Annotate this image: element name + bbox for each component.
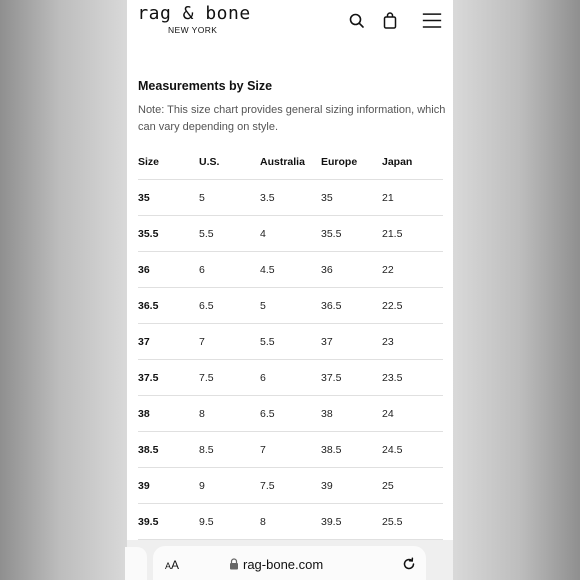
table-cell: 21 xyxy=(382,191,394,204)
table-cell: 39.5 xyxy=(138,515,159,528)
table-cell: 24 xyxy=(382,407,394,420)
table-row xyxy=(138,360,443,396)
table-cell: 39 xyxy=(138,479,150,492)
table-cell: 23 xyxy=(382,335,394,348)
table-cell: 25 xyxy=(382,479,394,492)
table-cell: 38.5 xyxy=(321,443,342,456)
table-cell: 24.5 xyxy=(382,443,403,456)
text-size-large-letter: A xyxy=(171,558,180,572)
column-header-japan: Japan xyxy=(382,156,413,168)
table-cell: 38.5 xyxy=(138,443,159,456)
table-cell: 22 xyxy=(382,263,394,276)
table-cell: 36.5 xyxy=(138,299,159,312)
menu-icon[interactable] xyxy=(421,10,445,32)
table-cell: 35 xyxy=(138,191,150,204)
brand-logo[interactable]: rag & bone xyxy=(137,3,251,24)
table-cell: 35.5 xyxy=(138,227,159,240)
table-row xyxy=(138,324,443,360)
table-cell: 3.5 xyxy=(260,191,275,204)
table-cell: 37 xyxy=(321,335,333,348)
table-cell: 35.5 xyxy=(321,227,342,240)
table-cell: 4 xyxy=(260,227,266,240)
table-cell: 38 xyxy=(138,407,150,420)
table-row xyxy=(138,432,443,468)
table-cell: 22.5 xyxy=(382,299,403,312)
table-cell: 6 xyxy=(199,263,205,276)
size-chart-note: Note: This size chart provides general sizing information, which can vary depending on style. xyxy=(138,104,446,133)
table-cell: 38 xyxy=(321,407,333,420)
table-cell: 5 xyxy=(260,299,266,312)
lock-icon xyxy=(229,558,239,570)
search-icon[interactable] xyxy=(346,10,368,32)
previous-tab-stub[interactable] xyxy=(125,547,147,580)
table-cell: 5.5 xyxy=(260,335,275,348)
table-cell: 36 xyxy=(138,263,150,276)
table-row xyxy=(138,396,443,432)
table-cell: 35 xyxy=(321,191,333,204)
table-row xyxy=(138,504,443,540)
table-cell: 7 xyxy=(260,443,266,456)
table-cell: 37.5 xyxy=(138,371,159,384)
table-header-row xyxy=(138,145,443,180)
section-title: Measurements by Size xyxy=(138,79,273,93)
table-cell: 9.5 xyxy=(199,515,214,528)
table-cell: 25.5 xyxy=(382,515,403,528)
reload-icon[interactable] xyxy=(401,556,417,572)
table-row xyxy=(138,180,443,216)
column-header-us: U.S. xyxy=(199,156,220,168)
table-cell: 8 xyxy=(199,407,205,420)
text-size-button[interactable] xyxy=(165,558,179,572)
table-cell: 39.5 xyxy=(321,515,342,528)
table-cell: 36 xyxy=(321,263,333,276)
table-cell: 39 xyxy=(321,479,333,492)
table-row xyxy=(138,216,443,252)
table-row xyxy=(138,288,443,324)
table-row xyxy=(138,252,443,288)
shopping-bag-icon[interactable] xyxy=(379,10,401,32)
brand-logo-subtitle: NEW YORK xyxy=(168,25,218,35)
table-cell: 36.5 xyxy=(321,299,342,312)
size-table xyxy=(138,145,443,540)
table-cell: 8 xyxy=(260,515,266,528)
table-cell: 7 xyxy=(199,335,205,348)
table-cell: 37 xyxy=(138,335,150,348)
table-cell: 5.5 xyxy=(199,227,214,240)
table-cell: 37.5 xyxy=(321,371,342,384)
site-header xyxy=(127,0,453,44)
table-cell: 6.5 xyxy=(260,407,275,420)
table-cell: 7.5 xyxy=(199,371,214,384)
web-page xyxy=(127,0,453,580)
table-cell: 7.5 xyxy=(260,479,275,492)
table-cell: 5 xyxy=(199,191,205,204)
table-cell: 23.5 xyxy=(382,371,403,384)
table-cell: 8.5 xyxy=(199,443,214,456)
browser-toolbar xyxy=(127,540,453,580)
column-header-australia: Australia xyxy=(260,156,305,168)
table-cell: 21.5 xyxy=(382,227,403,240)
url-text[interactable]: rag-bone.com xyxy=(243,557,324,572)
address-bar[interactable] xyxy=(153,546,426,580)
table-row xyxy=(138,468,443,504)
table-cell: 6.5 xyxy=(199,299,214,312)
text-size-small-letter: A xyxy=(165,561,172,571)
table-cell: 6 xyxy=(260,371,266,384)
table-cell: 4.5 xyxy=(260,263,275,276)
table-cell: 9 xyxy=(199,479,205,492)
column-header-europe: Europe xyxy=(321,156,358,168)
column-header-size: Size xyxy=(138,156,160,168)
